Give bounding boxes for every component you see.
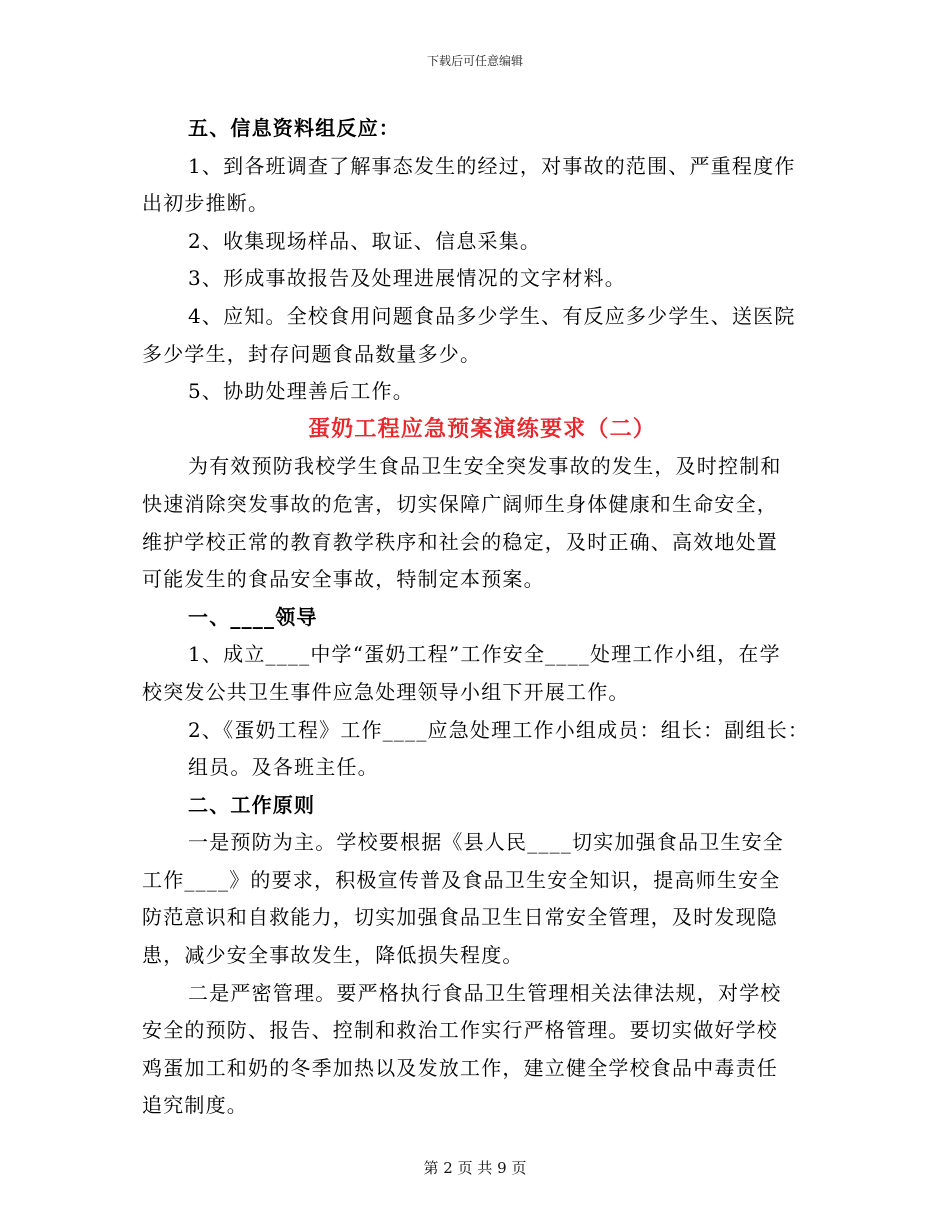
- page-header: 下载后可任意编辑: [426, 54, 523, 68]
- section-2-para-1-line: 患，减少安全事故发生，降低损失程度。: [142, 943, 524, 968]
- section-1-item-2: 2、《蛋奶工程》工作____应急处理工作小组成员：组长：副组长：: [188, 717, 810, 742]
- section-2-para-2-line: 追究制度。: [142, 1093, 248, 1118]
- section-5-item-4: 4、应知。全校食用问题食品多少学生、有反应多少学生、送医院: [188, 303, 796, 328]
- section-1-item-1-cont: 校突发公共卫生事件应急处理领导小组下开展工作。: [142, 679, 630, 704]
- section-2-heading: 二、工作原则: [188, 792, 316, 817]
- section-5-item-1-cont: 出初步推断。: [142, 191, 270, 216]
- section-5-item-3: 3、形成事故报告及处理进展情况的文字材料。: [188, 266, 626, 291]
- page-footer: 第 2 页 共 9 页: [423, 1159, 527, 1177]
- document-title: 蛋奶工程应急预案演练要求（二）: [307, 416, 656, 442]
- intro-line: 快速消除突发事故的危害，切实保障广阔师生身体健康和生命安全，: [142, 491, 778, 516]
- section-5-item-5: 5、协助处理善后工作。: [188, 379, 414, 404]
- section-5-item-1: 1、到各班调查了解事态发生的经过，对事故的范围、严重程度作: [188, 153, 796, 178]
- intro-line: 可能发生的食品安全事故，特制定本预案。: [142, 567, 545, 592]
- section-2-para-2-line: 二是严密管理。要严格执行食品卫生管理相关法律法规，对学校: [188, 980, 782, 1005]
- document-body: [142, 110, 822, 1125]
- section-2-para-2-line: 安全的预防、报告、控制和救治工作实行严格管理。要切实做好学校: [142, 1018, 778, 1043]
- section-2-para-2-line: 鸡蛋加工和奶的冬季加热以及发放工作，建立健全学校食品中毒责任: [142, 1055, 778, 1080]
- section-2-para-1-line: 工作____》的要求，积极宣传普及食品卫生安全知识，提高师生安全: [142, 867, 781, 892]
- intro-line: 维护学校正常的教育教学秩序和社会的稳定，及时正确、高效地处置: [142, 529, 778, 554]
- section-1-heading: 一、____领导: [188, 604, 318, 629]
- intro-line: 为有效预防我校学生食品卫生安全突发事故的发生，及时控制和: [188, 454, 782, 479]
- section-5-heading: 五、信息资料组反应：: [188, 116, 400, 140]
- section-5-item-4-cont: 多少学生，封存问题食品数量多少。: [142, 341, 482, 366]
- section-1-item-2-cont: 组员。及各班主任。: [188, 755, 379, 780]
- section-1-item-1: 1、成立____中学“蛋奶工程”工作安全____处理工作小组，在学: [188, 642, 781, 667]
- section-2-para-1-line: 一是预防为主。学校要根据《县人民____切实加强食品卫生安全: [188, 830, 784, 855]
- section-2-para-1-line: 防范意识和自救能力，切实加强食品卫生日常安全管理，及时发现隐: [142, 905, 778, 930]
- section-5-item-2: 2、收集现场样品、取证、信息采集。: [188, 228, 542, 253]
